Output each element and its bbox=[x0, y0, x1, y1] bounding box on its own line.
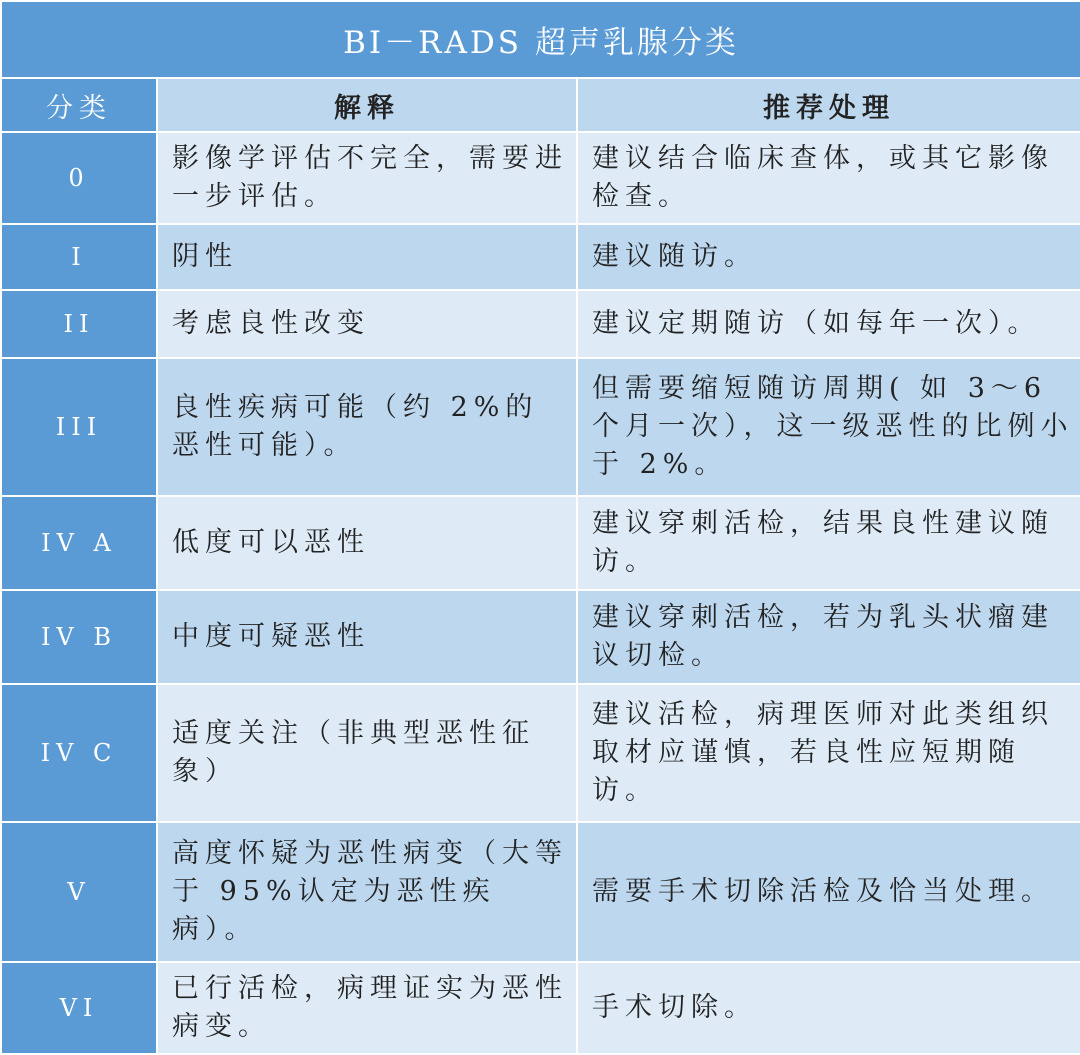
header-row bbox=[1, 78, 1080, 132]
table-row bbox=[1, 822, 1080, 962]
recommendation-cell: 建议定期随访（如每年一次）。 bbox=[577, 290, 1080, 358]
category-cell: 0 bbox=[1, 132, 157, 224]
table-row bbox=[1, 496, 1080, 590]
explanation-cell: 良性疾病可能（约 2%的恶性可能）。 bbox=[157, 358, 577, 496]
recommendation-cell: 建议结合临床查体，或其它影像检查。 bbox=[577, 132, 1080, 224]
recommendation-cell: 但需要缩短随访周期( 如 3～6 个月一次），这一级恶性的比例小于 2%。 bbox=[577, 358, 1080, 496]
header-category: 分类 bbox=[1, 78, 157, 132]
explanation-cell: 高度怀疑为恶性病变（大等于 95%认定为恶性疾病）。 bbox=[157, 822, 577, 962]
table-row bbox=[1, 358, 1080, 496]
header-recommendation: 推荐处理 bbox=[577, 78, 1080, 132]
category-cell: II bbox=[1, 290, 157, 358]
category-cell: III bbox=[1, 358, 157, 496]
header-explanation: 解释 bbox=[157, 78, 577, 132]
recommendation-cell: 需要手术切除活检及恰当处理。 bbox=[577, 822, 1080, 962]
recommendation-cell: 建议随访。 bbox=[577, 224, 1080, 290]
explanation-cell: 适度关注（非典型恶性征象） bbox=[157, 684, 577, 822]
table-row bbox=[1, 962, 1080, 1054]
category-cell: IV C bbox=[1, 684, 157, 822]
table-row bbox=[1, 684, 1080, 822]
table-row bbox=[1, 590, 1080, 684]
explanation-cell: 阴性 bbox=[157, 224, 577, 290]
category-cell: VI bbox=[1, 962, 157, 1054]
table-row bbox=[1, 224, 1080, 290]
category-cell: IV B bbox=[1, 590, 157, 684]
table-row bbox=[1, 290, 1080, 358]
table-row bbox=[1, 132, 1080, 224]
recommendation-cell: 建议穿刺活检，结果良性建议随访。 bbox=[577, 496, 1080, 590]
explanation-cell: 低度可以恶性 bbox=[157, 496, 577, 590]
explanation-cell: 考虑良性改变 bbox=[157, 290, 577, 358]
category-cell: IV A bbox=[1, 496, 157, 590]
category-cell: V bbox=[1, 822, 157, 962]
table-title: BI－RADS 超声乳腺分类 bbox=[1, 1, 1080, 78]
recommendation-cell: 建议穿刺活检，若为乳头状瘤建议切检。 bbox=[577, 590, 1080, 684]
recommendation-cell: 建议活检，病理医师对此类组织取材应谨慎，若良性应短期随访。 bbox=[577, 684, 1080, 822]
category-cell: I bbox=[1, 224, 157, 290]
explanation-cell: 中度可疑恶性 bbox=[157, 590, 577, 684]
title-row bbox=[1, 1, 1080, 78]
explanation-cell: 已行活检，病理证实为恶性病变。 bbox=[157, 962, 577, 1054]
recommendation-cell: 手术切除。 bbox=[577, 962, 1080, 1054]
explanation-cell: 影像学评估不完全，需要进一步评估。 bbox=[157, 132, 577, 224]
